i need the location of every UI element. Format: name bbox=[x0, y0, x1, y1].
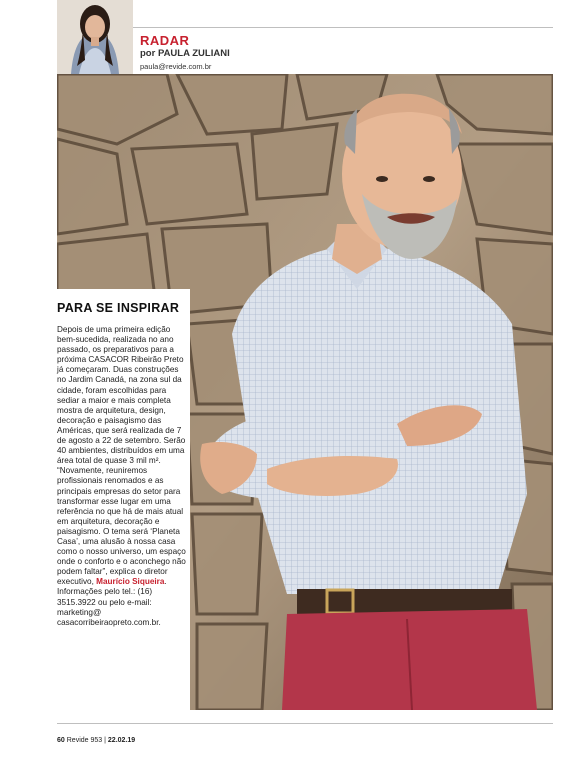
article-body bbox=[57, 325, 189, 628]
magazine-issue: Revide 953 bbox=[66, 737, 103, 744]
footer-separator: | bbox=[104, 737, 106, 744]
article-body-post: . Informações pelo tel.: (16) 3515.3922 ou pelo e-mail: marketing@ casacorribeiraopreto.com.br. bbox=[57, 577, 167, 627]
header-rule bbox=[133, 27, 553, 28]
article-title: PARA SE INSPIRAR bbox=[57, 301, 180, 315]
page-footer bbox=[57, 737, 135, 744]
page-number: 60 bbox=[57, 737, 65, 744]
column-name: RADAR bbox=[140, 33, 190, 48]
issue-date: 22.02.19 bbox=[107, 737, 136, 744]
footer-rule bbox=[57, 723, 553, 724]
highlight-name: Maurício Siqueira bbox=[96, 577, 165, 587]
article-textbox bbox=[57, 289, 190, 715]
columnist-photo bbox=[57, 0, 133, 74]
article-body-pre: Depois de uma primeira edição bem-sucedida, realizada no ano passado, os preparativos para a próxima CASACOR Ribeirão Preto já começaram. Duas construções no Jardim Canadá, na zona sul da cidade, foram escolhidas para sediar a maior e mais completa mostra de arquitetura, design, decoração e paisagismo das Américas, que será realizada de 7 de agosto a 22 de setembro. Serão 40 ambientes, distribuídos em uma área total de quase 3 mil m². “Novamente, reuniremos profissionais renomados e as principais empresas do setor para transformar esse lugar em uma referência no que há de mais atual em arquitetura, decoração e paisagismo. O tema será ‘Planeta Casa’, uma alusão à nossa casa como o nosso universo, um espaço onde o conforto e o aconchego não podem faltar”, explica o diretor executivo, bbox=[57, 325, 186, 587]
columnist-email[interactable]: paula@revide.com.br bbox=[140, 62, 212, 71]
column-byline: por PAULA ZULIANI bbox=[140, 48, 230, 59]
